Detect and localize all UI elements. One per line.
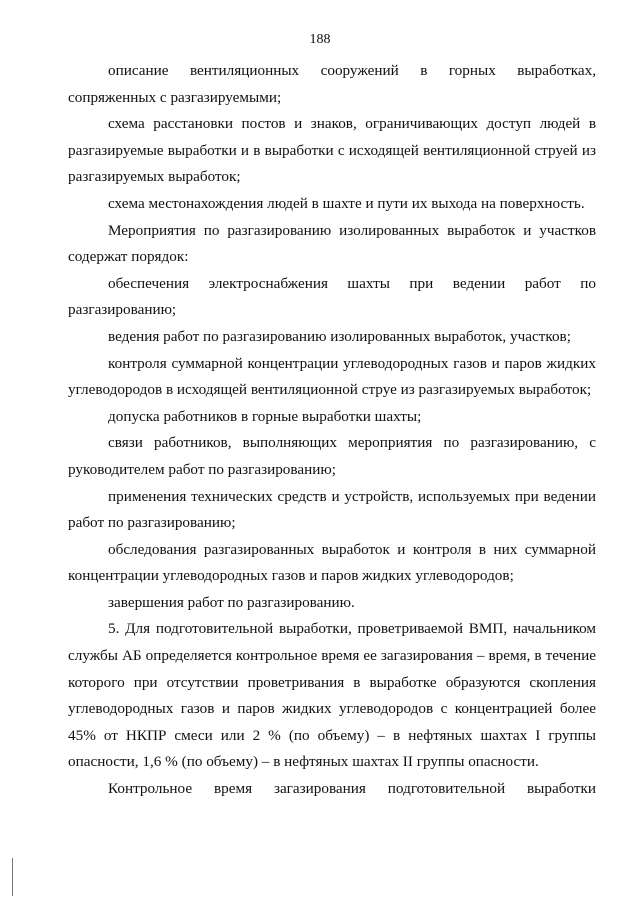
paragraph: применения технических средств и устройств, используемых при ведении работ по разгазированию; bbox=[68, 487, 596, 532]
paragraph: схема местонахождения людей в шахте и пути их выхода на поверхность. bbox=[108, 194, 585, 212]
paragraph: допуска работников в горные выработки шахты; bbox=[108, 407, 422, 425]
paragraph: Контрольное время загазирования подготовительной выработки bbox=[108, 780, 596, 798]
paragraph: ведения работ по разгазированию изолированных выработок, участков; bbox=[108, 327, 571, 345]
paragraph: завершения работ по разгазированию. bbox=[108, 593, 355, 611]
paragraph: описание вентиляционных сооружений в горных выработках, сопряженных с разгазируемыми; bbox=[68, 62, 596, 106]
paragraph: обследования разгазированных выработок и контроля в них суммарной концентрации углеводородных газов и паров жидких углеводородов; bbox=[68, 540, 596, 585]
paragraph: связи работников, выполняющих мероприятия по разгазированию, с руководителем работ по разгазированию; bbox=[68, 434, 596, 478]
document-body bbox=[68, 58, 596, 803]
paragraph: контроля суммарной концентрации углеводородных газов и паров жидких углеводородов в исходящей вентиляционной струе из разгазируемых выработок; bbox=[68, 354, 596, 399]
paragraph: 5. Для подготовительной выработки, проветриваемой ВМП, начальником службы АБ определяется контрольное время ее загазирования – время, в течение которого при отсутствии проветривания в выработке образуются скопления углеводородных газов и паров жидких углеводородов с концентрацией более 45% от НКПР смеси или 2 % (по объему) – в нефтяных шахтах I группы опасности, 1,6 % (по объему) – в нефтяных шахтах II группы опасности. bbox=[68, 620, 596, 771]
scan-margin-line bbox=[12, 858, 13, 896]
paragraph: обеспечения электроснабжения шахты при ведении работ по разгазированию; bbox=[68, 274, 596, 319]
page-number: 188 bbox=[309, 32, 331, 47]
paragraph: Мероприятия по разгазированию изолированных выработок и участков содержат порядок: bbox=[68, 221, 596, 266]
paragraph: схема расстановки постов и знаков, ограничивающих доступ людей в разгазируемые выработки и в выработки с исходящей вентиляционной струей из разгазируемых выработок; bbox=[68, 115, 596, 186]
